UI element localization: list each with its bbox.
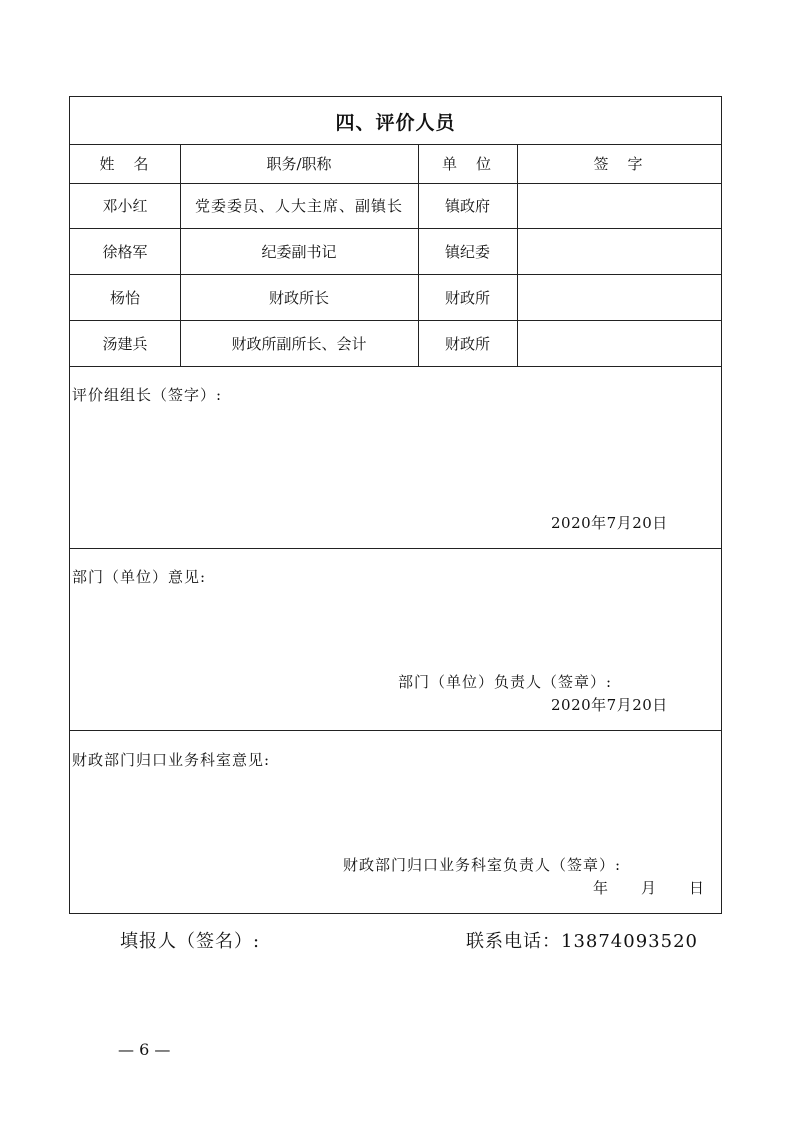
header-unit: 单 位: [441, 155, 493, 173]
row-name: 杨怡: [109, 288, 140, 307]
dept-responsible-label: 部门（单位）负责人（签章）:: [398, 673, 613, 691]
finance-date: 年 月 日: [593, 879, 706, 897]
leader-signature-label: 评价组组长（签字）:: [72, 386, 223, 404]
divider: [70, 730, 721, 731]
row-position: 纪委副书记: [261, 242, 337, 261]
row-position: 党委委员、人大主席、副镇长: [194, 197, 403, 215]
divider: [70, 548, 721, 549]
page-number: — 6 —: [118, 1040, 171, 1059]
row-unit: 镇纪委: [444, 242, 490, 261]
row-signature-field[interactable]: [517, 228, 721, 274]
section-title: 四、评价人员: [335, 111, 456, 134]
finance-opinion-label: 财政部门归口业务科室意见:: [72, 751, 271, 769]
filler-signature-label: 填报人（签名）:: [120, 931, 261, 952]
header-name: 姓 名: [99, 155, 151, 173]
row-position: 财政所副所长、会计: [231, 334, 367, 353]
header-position: 职务/职称: [266, 155, 332, 173]
row-signature-field[interactable]: [517, 274, 721, 320]
dept-date: 2020年7月20日: [551, 696, 668, 714]
row-unit: 财政所: [444, 334, 490, 353]
row-unit: 财政所: [444, 288, 490, 307]
leader-date: 2020年7月20日: [551, 514, 668, 532]
divider: [70, 366, 721, 367]
row-name: 徐格军: [102, 242, 148, 261]
row-signature-field[interactable]: [517, 183, 721, 228]
row-signature-field[interactable]: [517, 320, 721, 366]
row-name: 汤建兵: [102, 334, 148, 353]
contact-phone: 联系电话：13874093520: [466, 931, 698, 952]
dept-opinion-label: 部门（单位）意见:: [72, 568, 207, 586]
row-name: 邓小红: [102, 197, 148, 215]
header-signature: 签 字: [593, 155, 645, 173]
row-position: 财政所长: [268, 288, 329, 307]
finance-responsible-label: 财政部门归口业务科室负责人（签章）:: [343, 856, 622, 874]
row-unit: 镇政府: [444, 197, 490, 215]
evaluation-form: [69, 96, 722, 914]
